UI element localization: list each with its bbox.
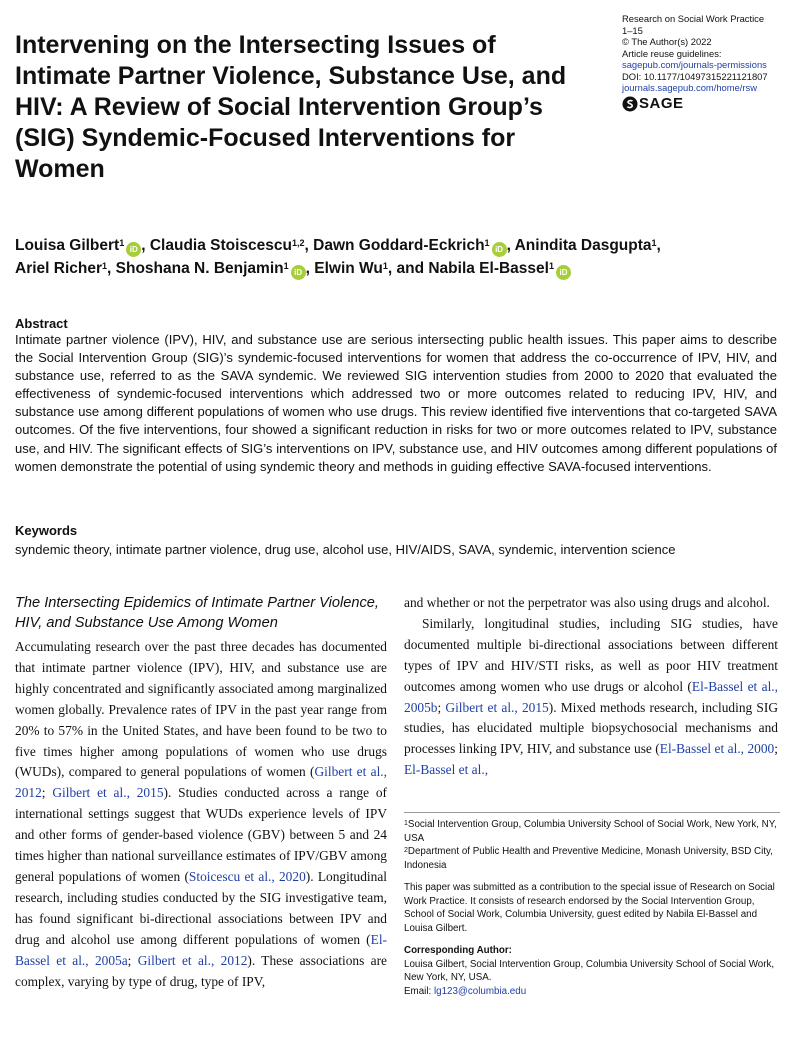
body-column-left	[15, 637, 387, 992]
abstract-text: Intimate partner violence (IPV), HIV, and substance use are serious intersecting public health issues. This paper aims to describe the Social Intervention Group (SIG)’s syndemic-focused interventions for women that address the co-occurrence of IPV, HIV, and substance use, referred to as the SAVA syndemic. We reviewed SIG intervention studies from 2000 to 2020 that evaluated the effectiveness of syndemic-focused interventions which addressed two or more outcomes related to reducing IPV, HIV, and substance use among different populations of women who use drugs. This review identified five interventions that co-targeted SAVA outcomes. Of the five interventions, four showed a significant reduction in risks for two or more outcomes related to IPV, substance use, and HIV. The significant effects of SIG’s interventions on IPV, substance use, and HIV outcomes among different populations of women demonstrate the potential of using syndemic theory and methods in guiding effective SAVA-focused interventions.	[15, 332, 777, 474]
section-heading: The Intersecting Epidemics of Intimate Partner Violence, HIV, and Substance Use Among Women	[15, 595, 379, 631]
reuse-label: Article reuse guidelines:	[622, 47, 722, 59]
special-issue-note: This paper was submitted as a contribution to the special issue of Research on Social Work Practice. It consists of research endorsed by the Social Intervention Group, School of Social Work, Columbia University, guest edited by Nabila El-Bassel and Louisa Gilbert.	[404, 882, 775, 934]
citation-link[interactable]: Gilbert et al., 2012	[15, 764, 387, 801]
abstract-heading: Abstract	[15, 316, 68, 331]
email-link[interactable]: lg123@columbia.edu	[433, 985, 527, 997]
affiliation-marker: 1	[283, 261, 289, 271]
affiliation-marker: 1	[484, 238, 490, 248]
author-separator: ,	[304, 237, 314, 254]
author-name: Nabila El-Bassel$^1$iD	[428, 260, 571, 277]
author-list	[15, 234, 790, 280]
orcid-icon[interactable]: iD	[126, 242, 141, 257]
keywords-heading: Keywords	[15, 523, 78, 538]
keywords-text: syndemic theory, intimate partner violence, drug use, alcohol use, HIV/AIDS, SAVA, syndemic, intervention science	[15, 542, 676, 557]
affiliation-marker: 1	[651, 238, 657, 248]
affiliation-1: $^1$Social Intervention Group, Columbia University School of Social Work, New York, NY, USA	[404, 819, 777, 844]
article-title: Intervening on the Intersecting Issues of Intimate Partner Violence, Substance Use, and HIV: A Review of Social Intervention Group’s (SIG) Syndemic-Focused Interventions for Women	[15, 31, 567, 183]
author-name: Dawn Goddard-Eckrich$^1$iD	[313, 237, 506, 254]
journal-homepage-link[interactable]: journals.sagepub.com/home/rsw	[622, 82, 757, 93]
author-name: Shoshana N. Benjamin$^1$iD	[116, 260, 306, 277]
sage-logo	[622, 96, 792, 112]
doi: DOI: 10.1177/10497315221121807	[622, 70, 768, 82]
citation-link[interactable]: Gilbert et al., 2012	[137, 952, 248, 968]
citation-link[interactable]: El-Bassel et al., 2000	[659, 741, 775, 757]
corresponding-author-text: Louisa Gilbert, Social Intervention Group, Columbia University School of Social Work, New York, NY, USA.	[404, 958, 775, 983]
affiliation-marker: 1	[102, 261, 108, 271]
corresponding-author-heading: Corresponding Author:	[404, 945, 512, 956]
citation-link[interactable]: El-Bassel et al.,	[404, 762, 489, 778]
author-separator: ,	[141, 237, 150, 254]
sage-logo-icon	[622, 96, 638, 112]
citation-link[interactable]: Gilbert et al., 2015	[445, 699, 549, 715]
footnotes	[404, 818, 780, 998]
citation-link[interactable]: Gilbert et al., 2015	[52, 785, 164, 801]
body-paragraph: Similarly, longitudinal studies, including SIG studies, have documented multiple bi-directional associations between different types of IPV and HIV/STI risks, as well as poor HIV treatment outcomes among women who use drugs or alcohol (El-Bassel et al., 2005b; Gilbert et al., 2015). Mixed methods research, including SIG studies, has elucidated multiple biopsychosocial mechanisms and processes linking IPV, HIV, and substance use (El-Bassel et al., 2000; El-Bassel et al.,	[404, 615, 778, 778]
author-separator: ,	[107, 260, 116, 277]
body-paragraph: Accumulating research over the past three decades has documented that intimate partner violence (IPV), HIV, and substance use are highly concentrated and significantly associated among marginalized women globally. Prevalence rates of IPV in the past year range from 20% to 57% in the United States, and have been found to be two to five times higher among populations of women who use drugs (WUDs), compared to general populations of women (Gilbert et al., 2012; Gilbert et al., 2015). Studies conducted across a range of international settings suggest that WUDs experience levels of IPV and other forms of gender-based violence (GBV) between 5 and 24 times higher than national surveillance estimates of IPV/GBV among general populations of women (Stoicescu et al., 2020). Longitudinal research, including studies conducted by the SIG investigative team, has found significant bi-directional associations between IPV and drug and alcohol use among different populations of women (El-Bassel et al., 2005a; Gilbert et al., 2012). These associations are complex, varying by type of drug, type of IPV,	[15, 639, 387, 989]
copyright: © The Author(s) 2022	[622, 36, 712, 47]
author-name: Claudia Stoiscescu$^{1,2}$	[149, 237, 305, 254]
author-separator: ,	[305, 260, 315, 277]
orcid-icon[interactable]: iD	[291, 265, 306, 280]
footnote-divider	[404, 812, 780, 813]
citation-link[interactable]: Stoicescu et al., 2020	[188, 868, 306, 884]
journal-info	[622, 13, 792, 112]
journal-name: Research on Social Work Practice	[622, 13, 765, 24]
author-name: Ariel Richer$^1$	[15, 260, 108, 277]
author-separator: , and	[387, 260, 429, 277]
author-name: Louisa Gilbert$^1$iD	[15, 237, 141, 254]
affiliation-marker: 1	[548, 261, 554, 271]
orcid-icon[interactable]: iD	[556, 265, 571, 280]
orcid-icon[interactable]: iD	[492, 242, 507, 257]
author-separator: ,	[506, 237, 515, 254]
journal-pages: 1–15	[622, 24, 643, 36]
corresponding-author-email: Email: lg123@columbia.edu	[404, 985, 527, 997]
body-paragraph: and whether or not the perpetrator was also using drugs and alcohol.	[404, 595, 770, 610]
citation-link[interactable]: El-Bassel et al., 2005b	[404, 678, 778, 715]
body-column-right	[404, 593, 778, 781]
sage-logo-text: SAGE	[639, 94, 684, 112]
affiliation-marker: 1	[382, 261, 388, 271]
affiliation-2: $^2$Department of Public Health and Preventive Medicine, Monash University, BSD City, Indonesia	[404, 846, 773, 871]
author-name: Elwin Wu$^1$	[314, 260, 388, 277]
citation-link[interactable]: El-Bassel et al., 2005a	[15, 931, 387, 968]
affiliation-marker: 1	[119, 238, 125, 248]
author-separator: ,	[656, 237, 661, 254]
author-name: Anindita Dasgupta$^1$	[514, 237, 657, 254]
reuse-link[interactable]: sagepub.com/journals-permissions	[622, 59, 767, 70]
affiliation-marker: 1,2	[292, 238, 305, 248]
